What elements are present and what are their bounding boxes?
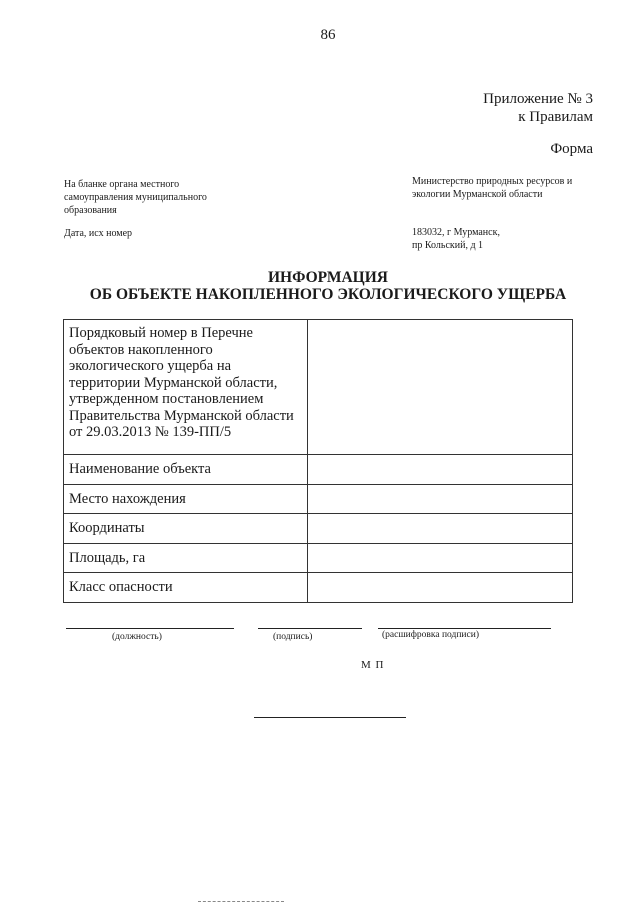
recipient-line-1: Министерство природных ресурсов и xyxy=(412,176,573,187)
position-caption: (должность) xyxy=(112,632,162,642)
signature-line xyxy=(258,628,362,629)
recipient-block xyxy=(412,175,602,201)
row-value-hazard-class xyxy=(308,573,573,603)
info-table xyxy=(63,319,573,603)
row-value-coordinates xyxy=(308,514,573,544)
appendix-line-1: Приложение № 3 xyxy=(483,91,593,107)
decoding-caption: (расшифровка подписи) xyxy=(382,630,479,640)
page-number: 86 xyxy=(320,27,336,43)
stamp-place: М П xyxy=(361,659,385,671)
recipient-line-2: экологии Мурманской области xyxy=(412,189,543,200)
row-label-registry-number: Порядковый номер в Перечне объектов накопленного экологического ущерба на территории Мурманской области, утвержденном постановлением Правительства Мурманской области от 29.03.2013 № 139-ПП/5 xyxy=(64,320,308,455)
table-row xyxy=(64,455,573,485)
table-row xyxy=(64,484,573,514)
row-label-area: Площадь, га xyxy=(64,543,308,573)
table-row xyxy=(64,320,573,455)
row-value-registry-number xyxy=(308,320,573,455)
sender-line-2: самоуправления муниципального xyxy=(64,192,207,203)
sender-line-3: образования xyxy=(64,205,117,216)
sender-block xyxy=(64,178,244,217)
row-value-area xyxy=(308,543,573,573)
row-label-object-name: Наименование объекта xyxy=(64,455,308,485)
document-title xyxy=(0,269,640,303)
decoding-signature-line xyxy=(378,628,551,629)
date-number-line: Дата, исх номер xyxy=(64,228,133,239)
bottom-line xyxy=(254,717,406,718)
signature-caption: (подпись) xyxy=(273,632,313,642)
position-signature-line xyxy=(66,628,234,629)
row-value-location xyxy=(308,484,573,514)
title-line-1: ИНФОРМАЦИЯ xyxy=(268,269,388,286)
table-row xyxy=(64,543,573,573)
footer-mark xyxy=(198,901,284,903)
row-label-hazard-class: Класс опасности xyxy=(64,573,308,603)
form-label: Форма xyxy=(550,141,593,157)
recipient-address-line-2: пр Кольский, д 1 xyxy=(412,240,484,251)
recipient-address-line-1: 183032, г Мурманск, xyxy=(412,227,500,238)
appendix-reference xyxy=(483,90,593,126)
sender-line-1: На бланке органа местного xyxy=(64,179,180,190)
table-row xyxy=(64,573,573,603)
recipient-address xyxy=(412,226,572,252)
title-line-2: ОБ ОБЪЕКТЕ НАКОПЛЕННОГО ЭКОЛОГИЧЕСКОГО УЩЕРБА xyxy=(89,286,567,303)
row-label-location: Место нахождения xyxy=(64,484,308,514)
table-row xyxy=(64,514,573,544)
row-value-object-name xyxy=(308,455,573,485)
row-label-coordinates: Координаты xyxy=(64,514,308,544)
appendix-line-2: к Правилам xyxy=(518,109,593,125)
